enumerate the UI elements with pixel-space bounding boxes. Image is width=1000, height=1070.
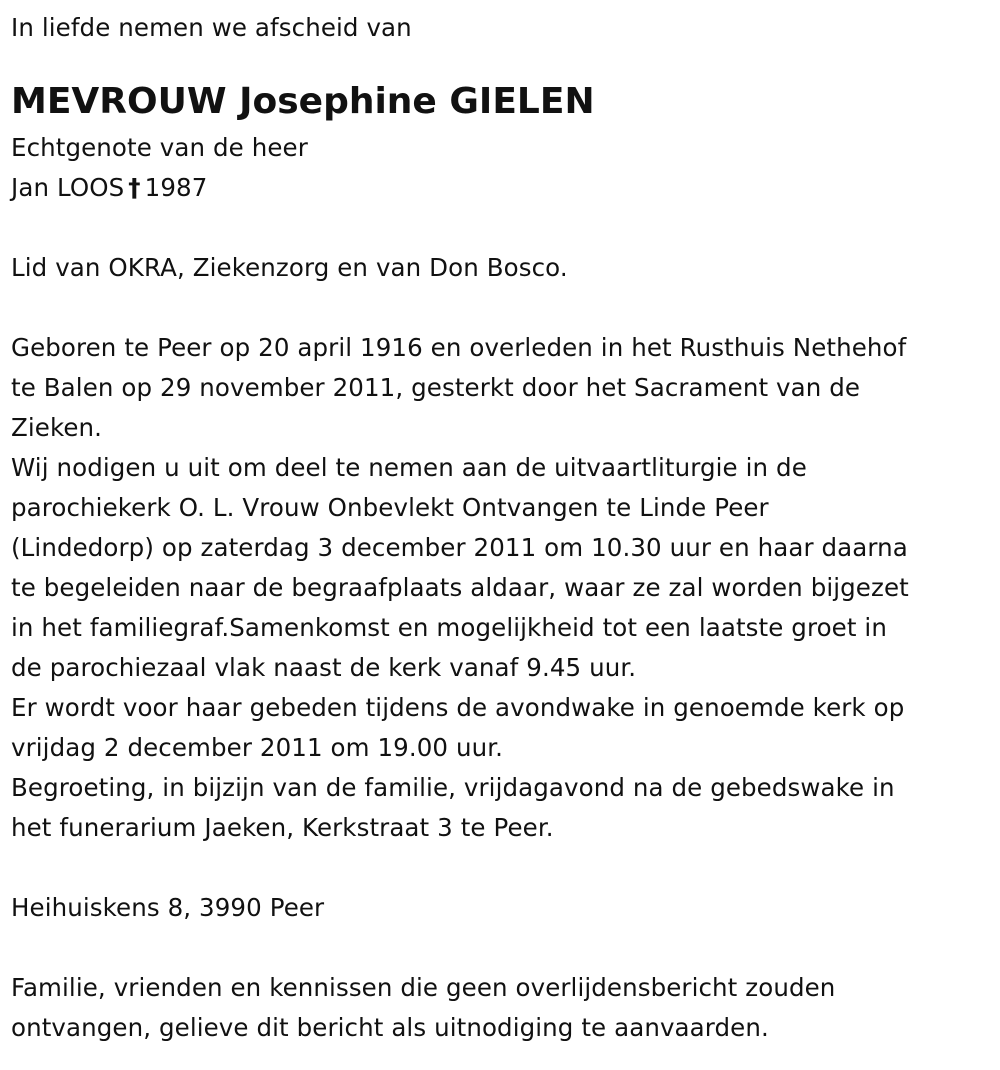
spacer <box>11 928 990 968</box>
body-line: Begroeting, in bijzijn van de familie, vrijdagavond na de gebedswake in <box>11 773 895 802</box>
deceased-full-name: Josephine GIELEN <box>239 81 595 122</box>
address-text: Heihuiskens 8, 3990 Peer <box>11 893 325 922</box>
spouse-death-year: 1987 <box>144 173 208 202</box>
body-line: vrijdag 2 december 2011 om 19.00 uur. <box>11 733 504 762</box>
spouse-line: Echtgenote van de heer <box>11 133 308 162</box>
body-line: Er wordt voor haar gebeden tijdens de avondwake in genoemde kerk op <box>11 693 905 722</box>
body-line: Geboren te Peer op 20 april 1916 en overleden in het Rusthuis Nethehof <box>11 333 907 362</box>
body-line: Zieken. <box>11 413 103 442</box>
intro-text: In liefde nemen we afscheid van <box>11 13 412 42</box>
spacer <box>11 848 990 888</box>
closing-line: ontvangen, gelieve dit bericht als uitnodiging te aanvaarden. <box>11 1013 769 1042</box>
membership-text: Lid van OKRA, Ziekenzorg en van Don Bosco. <box>11 253 568 282</box>
body-line: de parochiezaal vlak naast de kerk vanaf 9.45 uur. <box>11 653 637 682</box>
body-line: in het familiegraf.Samenkomst en mogelijkheid tot een laatste groet in <box>11 613 887 642</box>
spouse-name-line <box>11 168 990 208</box>
body-line: het funerarium Jaeken, Kerkstraat 3 te Peer. <box>11 813 554 842</box>
closing-line: Familie, vrienden en kennissen die geen overlijdensbericht zouden <box>11 973 836 1002</box>
body-paragraph <box>11 328 990 848</box>
body-line: (Lindedorp) op zaterdag 3 december 2011 om 10.30 uur en haar daarna <box>11 533 908 562</box>
cross-icon: † <box>128 173 141 202</box>
body-line: te begeleiden naar de begraafplaats aldaar, waar ze zal worden bijgezet <box>11 573 909 602</box>
spacer <box>11 208 990 248</box>
deceased-name <box>11 76 990 128</box>
spacer <box>11 288 990 328</box>
body-line: te Balen op 29 november 2011, gesterkt door het Sacrament van de <box>11 373 861 402</box>
body-line: Wij nodigen u uit om deel te nemen aan de uitvaartliturgie in de <box>11 453 807 482</box>
spouse-name: Jan LOOS <box>11 173 125 202</box>
title-prefix: MEVROUW <box>11 81 227 122</box>
body-line: parochiekerk O. L. Vrouw Onbevlekt Ontvangen te Linde Peer <box>11 493 769 522</box>
